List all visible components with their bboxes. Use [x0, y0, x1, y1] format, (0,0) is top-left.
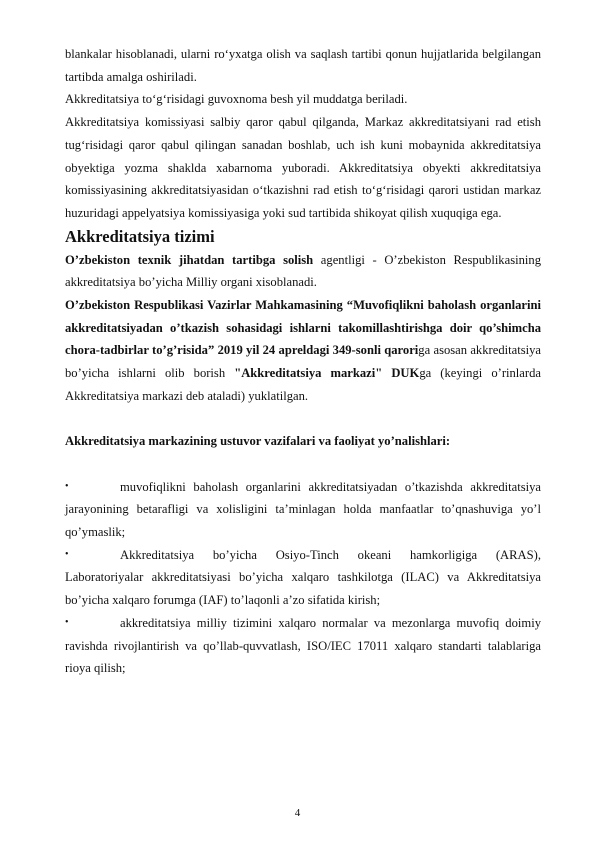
section-heading: Akkreditatsiya tizimi — [65, 226, 215, 246]
page-number: 4 — [294, 807, 301, 819]
paragraph-certificate-validity: Akkreditatsiya toʻgʻrisidagi guvoxnoma besh yil muddatga beriladi. — [65, 92, 408, 107]
paragraph-negative-decision: Akkreditatsiya komissiyasi salbiy qaror qabul qilganda, Markaz akkreditatsiyani rad etish tugʻrisidagi qaror qabul qilingan sanadan boshlab, uch ish kuni mobaynida akkreditatsiya obyektiga yozma shaklda xabarnoma yuboradi. Akkreditatsiya obyekti akkreditatsiya komissiyasining akkreditatsiyasidan oʻtkazishni rad etish toʻgʻrisidagi qarori ustidan markaz huzuridagi appelyatsiya komissiyasiga yoki sud tartibida shikoyat qilish xuquqiga ega. — [65, 115, 541, 220]
list-item: • Akkreditatsiya bo’yicha Osiyo-Tinch okeani hamkorligiga (ARAS), Laboratoriyalar akkreditatsiyasi bo’yicha xalqaro tashkilotga (ILAC) va Akkreditatsiya bo’yicha xalqaro forumga (IAF) to’laqonli a’zo sifatida kirish; — [65, 544, 541, 612]
resolution-text-1: ga asosan akkreditatsiya bo’yicha ishlarni olib borish — [65, 343, 541, 381]
resolution-title: O’zbekiston Respublikasi Vazirlar Mahkamasining “Muvofiqlikni baholash organlarini akkreditatsiyadan o’tkazish sohasidagi ishlarni takomillashtirishga doir qo’shimcha chora-tadbirlar to’g’risida” 2019 yil 24 apreldagi 349-sonli qarori — [65, 298, 541, 358]
list-item: • muvofiqlikni baholash organlarini akkreditatsiyadan o’tkazishda akkreditatsiya jarayonining betarafligi va xolisligini ta’minlagan holda manfaatlar to’qnashuviga yo’l qo’ymaslik; — [65, 476, 541, 544]
paragraph-resolution — [65, 294, 541, 408]
spacer — [65, 453, 541, 476]
agency-name: O’zbekiston texnik jihatdan tartibga solish — [65, 252, 314, 267]
document-page — [65, 43, 541, 680]
list-item: • akkreditatsiya milliy tizimini xalqaro normalar va mezonlarga muvofiq doimiy ravishda rivojlantirish va qo’llab-quvvatlash, ISO/IEC 17011 xalqaro standarti talablariga rioya qilish; — [65, 612, 541, 680]
priorities-list — [65, 476, 541, 680]
paragraph-national-body — [65, 249, 541, 294]
subheading-priorities: Akkreditatsiya markazining ustuvor vazifalari va faoliyat yo’nalishlari: — [65, 434, 451, 449]
center-name: "Akkreditatsiya markazi" DUK — [234, 366, 420, 381]
spacer — [65, 408, 541, 431]
resolution-text-2: ga (keyingi o’rinlarda Akkreditatsiya markazi deb ataladi) yuklatilgan. — [65, 366, 541, 403]
paragraph-blanks: blankalar hisoblanadi, ularni roʻyxatga olish va saqlash tartibi qonun hujjatlarida belgilangan tartibda amalga oshiriladi. — [65, 47, 541, 84]
agency-description: agentligi - O’zbekiston Respublikasining akkreditatsiya bo’yicha Milliy organi xisoblanadi. — [65, 252, 541, 290]
